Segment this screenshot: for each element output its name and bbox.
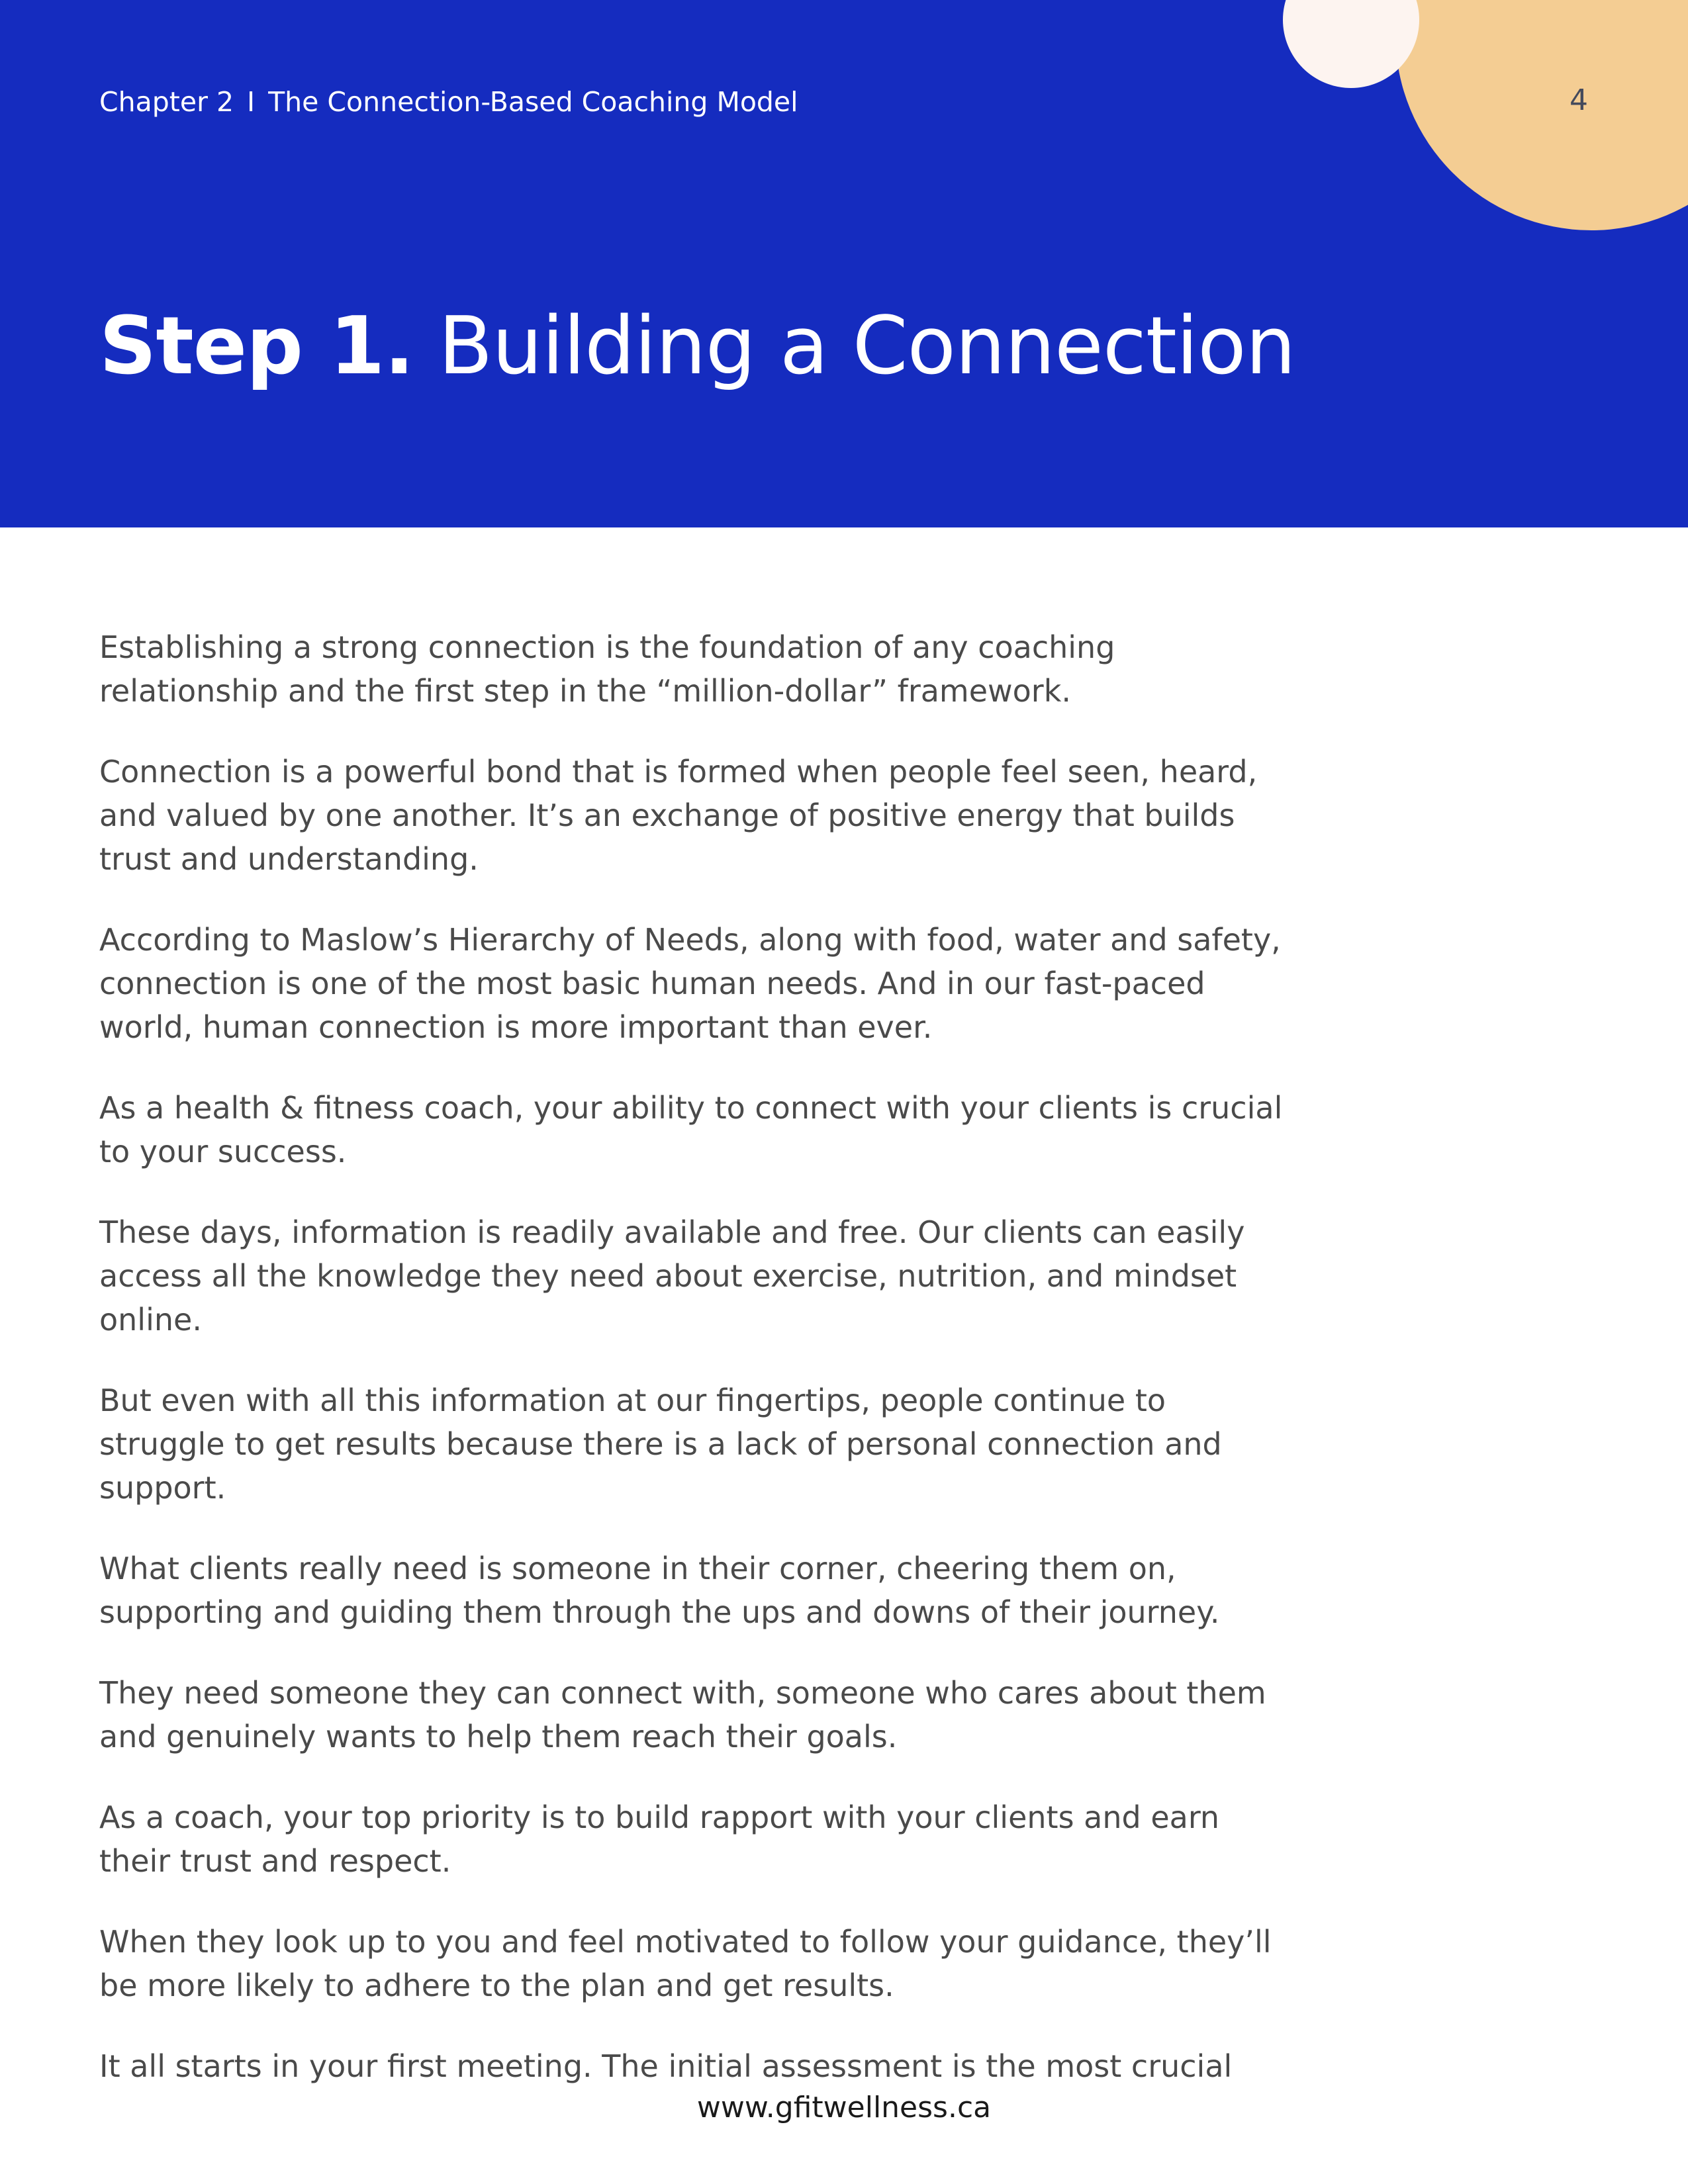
body-text xyxy=(99,625,1291,2125)
paragraph: It all starts in your first meeting. The initial assessment is the most crucial xyxy=(99,2048,1233,2084)
paragraph: They need someone they can connect with, someone who cares about them and genuinely wants to help them reach their goals. xyxy=(99,1675,1266,1754)
page-title xyxy=(99,299,1295,394)
page-number: 4 xyxy=(1570,83,1588,117)
paragraph: As a coach, your top priority is to build rapport with your clients and earn their trust and respect. xyxy=(99,1799,1220,1879)
running-head xyxy=(99,83,798,121)
paragraph: When they look up to you and feel motivated to follow your guidance, they’ll be more likely to adhere to the plan and get results. xyxy=(99,1924,1272,2003)
paragraph: But even with all this information at our fingertips, people continue to struggle to get results because there is a lack of personal connection and support. xyxy=(99,1383,1222,1506)
chapter-title: The Connection-Based Coaching Model xyxy=(268,86,798,118)
title-step: Step 1. xyxy=(99,300,414,392)
paragraph: These days, information is readily available and free. Our clients can easily access all the knowledge they need about exercise, nutrition, and mindset online. xyxy=(99,1214,1245,1338)
footer-url: www.gfitwellness.ca xyxy=(696,2091,992,2124)
paragraph: Establishing a strong connection is the foundation of any coaching relationship and the first step in the “million-dollar” framework. xyxy=(99,629,1115,709)
paragraph: As a health & fitness coach, your ability to connect with your clients is crucial to your success. xyxy=(99,1090,1283,1169)
header-banner xyxy=(0,0,1688,527)
running-head-separator: I xyxy=(247,86,256,118)
chapter-label: Chapter 2 xyxy=(99,86,234,118)
paragraph: Connection is a powerful bond that is formed when people feel seen, heard, and valued by one another. It’s an exchange of positive energy that builds trust and understanding. xyxy=(99,754,1258,877)
title-text: Building a Connection xyxy=(438,300,1295,392)
paragraph: According to Maslow’s Hierarchy of Needs, along with food, water and safety, connection is one of the most basic human needs. And in our fast-paced world, human connection is more important than ever. xyxy=(99,922,1281,1045)
decorative-circle-small xyxy=(1283,0,1419,88)
decorative-circle-large xyxy=(1395,0,1688,230)
paragraph: What clients really need is someone in their corner, cheering them on, supporting and guiding them through the ups and downs of their journey. xyxy=(99,1551,1220,1630)
